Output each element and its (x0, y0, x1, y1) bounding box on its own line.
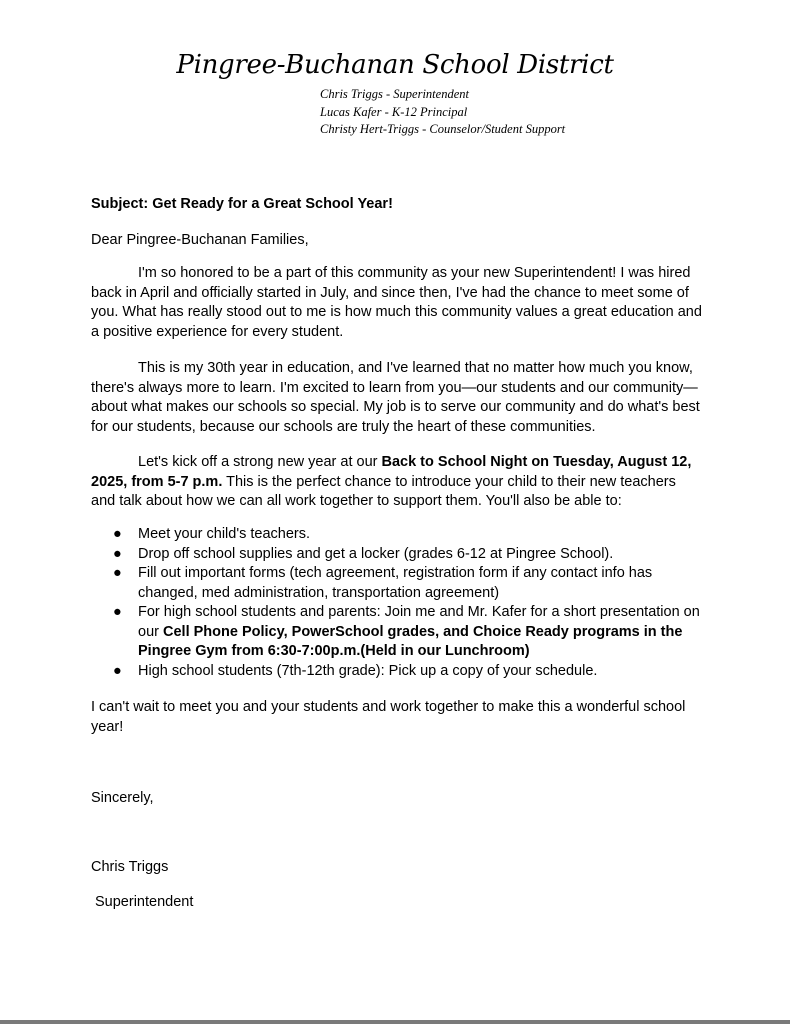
activity-list (91, 525, 703, 681)
list-item-text: For high school students and parents: Join me and Mr. Kafer for a short presentation on our (138, 604, 700, 640)
list-item-text: Meet your child's teachers. (138, 526, 311, 542)
bullet-icon: ● (113, 565, 122, 581)
signer-title: Superintendent (95, 894, 194, 910)
closing-paragraph: I can't wait to meet you and your students and work together to make this a wonderful school year! (91, 699, 686, 735)
bullet-icon: ● (113, 604, 122, 620)
staff-counselor: Christy Hert-Triggs - Counselor/Student Support (320, 122, 566, 136)
event-lead-text: Let's kick off a strong new year at our (138, 454, 382, 470)
signoff: Sincerely, (91, 790, 154, 806)
paragraph-event (91, 453, 703, 512)
paragraph-experience: This is my 30th year in education, and I've learned that no matter how much you know, there's always more to learn. I'm excited to learn from you—our students and our community—about what makes our schools so special. My job is to serve our community and do what's best for our students, because our schools are truly the heart of these communities. (91, 360, 700, 435)
staff-list (320, 86, 565, 139)
list-item-text: Drop off school supplies and get a locker (grades 6-12 at Pingree School). (138, 545, 614, 562)
event-rest-text: This is the perfect chance to introduce your child to their new teachers and talk about how we can all work together to support them. You'll also be able to: (91, 473, 676, 509)
bullet-icon: ● (113, 545, 122, 562)
presentation-details: Cell Phone Policy, PowerSchool grades, and Choice Ready programs in the Pingree Gym from 6:30-7:00p.m.(Held in our Lunchroom) (138, 623, 683, 659)
event-details: Back to School Night on Tuesday, August 12, 2025, from 5-7 p.m. (91, 454, 692, 490)
list-item-text: Fill out important forms (tech agreement, registration form if any contact info has changed, med administration, transportation agreement) (138, 565, 653, 601)
salutation: Dear Pingree-Buchanan Families, (91, 232, 309, 248)
list-item (91, 662, 703, 682)
district-name: Pingree-Buchanan School District (176, 50, 614, 80)
page-bottom-divider (0, 1020, 790, 1024)
list-item (91, 545, 703, 565)
paragraph-intro: I'm so honored to be a part of this community as your new Superintendent! I was hired back in April and officially started in July, and since then, I've had the chance to meet some of you. What has really stood out to me is how much this community values a great education and a positive experience for every student. (91, 265, 702, 340)
staff-principal: Lucas Kafer - K-12 Principal (320, 104, 468, 119)
letter-subject: Subject: Get Ready for a Great School Year! (91, 196, 393, 212)
bullet-icon: ● (113, 526, 122, 542)
signer-name: Chris Triggs (91, 859, 169, 875)
list-item (91, 564, 703, 603)
staff-superintendent: Chris Triggs - Superintendent (320, 87, 469, 101)
list-item (91, 603, 703, 662)
list-item (91, 525, 703, 545)
list-item-text: High school students (7th-12th grade): Pick up a copy of your schedule. (138, 662, 598, 679)
bullet-icon: ● (113, 662, 122, 679)
